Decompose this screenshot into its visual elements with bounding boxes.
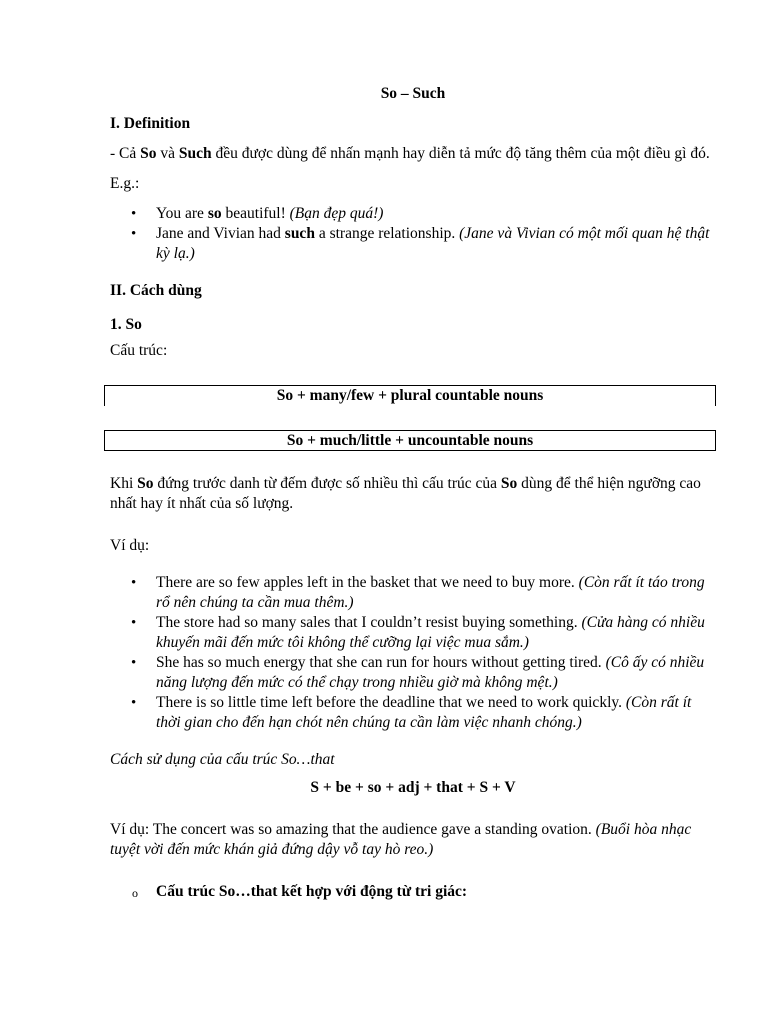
- explain-so-1: So: [137, 475, 154, 492]
- list-item: [110, 882, 716, 902]
- example-en: There is so little time left before the deadline that we need to work quickly.: [156, 694, 626, 711]
- list-item: [110, 653, 716, 693]
- perception-verbs-heading: Cấu trúc So…that kết hợp với động từ tri giác:: [156, 883, 468, 900]
- list-item: [110, 204, 716, 224]
- example-en: Jane and Vivian had: [156, 225, 285, 242]
- example-en: You are: [156, 205, 208, 222]
- example-keyword: so: [207, 205, 222, 222]
- section-heading-usage: II. Cách dùng: [110, 282, 202, 299]
- structure-label: Cấu trúc:: [110, 342, 168, 359]
- definition-paragraph: [110, 144, 716, 164]
- page-title: So – Such: [380, 85, 446, 102]
- example-translation: (Bạn đẹp quá!): [289, 205, 384, 222]
- def-post: đều được dùng để nhấn mạnh hay diễn tả mức độ tăng thêm của một điều gì đó.: [211, 145, 710, 162]
- def-mid: và: [156, 145, 179, 162]
- example-en: There are so few apples left in the basket that we need to buy more.: [156, 574, 579, 591]
- section-heading-definition: I. Definition: [110, 115, 191, 132]
- example-keyword: such: [284, 225, 315, 242]
- formula-box-uncountable: So + much/little + uncountable nouns: [104, 430, 716, 451]
- example-translation: (Còn rất ít thời gian cho đến hạn chót nên chúng ta cần làm việc nhanh chóng.): [156, 694, 692, 731]
- example-translation: (Cửa hàng có nhiều khuyến mãi đến mức tôi không thể cưỡng lại việc mua sắm.): [156, 614, 705, 651]
- example-en: She has so much energy that she can run for hours without getting tired.: [156, 654, 606, 671]
- example-translation: (Jane và Vivian có một mối quan hệ thật kỳ lạ.): [156, 225, 710, 262]
- example-translation: (Còn rất ít táo trong rổ nên chúng ta cần mua thêm.): [156, 574, 705, 611]
- perception-verbs-list: [110, 882, 716, 902]
- formula-box-countable: So + many/few + plural countable nouns: [104, 385, 716, 406]
- eg-label: E.g.:: [110, 175, 140, 192]
- explain-so-2: So: [500, 475, 518, 492]
- example-en-rest: a strange relationship.: [314, 225, 460, 242]
- usage-heading-text: Cách sử dụng của cấu trúc So…that: [110, 751, 335, 768]
- list-item: [110, 573, 716, 613]
- list-item: [110, 693, 716, 733]
- explain-mid: đứng trước danh từ đếm được số nhiều thì cấu trúc của: [153, 475, 501, 492]
- explanation-paragraph: [110, 474, 716, 514]
- usage-heading: [110, 750, 716, 770]
- explain-post: dùng để thể hiện ngưỡng cao nhất hay ít nhất của số lượng.: [110, 475, 701, 512]
- def-so: So: [140, 145, 157, 162]
- vidu-label: Ví dụ:: [110, 537, 150, 554]
- list-item: [110, 613, 716, 653]
- so-that-example-translation: (Buổi hòa nhạc tuyệt vời đến mức khán giả đứng dậy vỗ tay hò reo.): [110, 821, 692, 858]
- subsection-heading-so: 1. So: [110, 316, 142, 333]
- def-such: Such: [178, 145, 212, 162]
- definition-example-list: [110, 204, 716, 264]
- so-that-example-en: Ví dụ: The concert was so amazing that the audience gave a standing ovation.: [110, 821, 596, 838]
- example-en: The store had so many sales that I couldn’t resist buying something.: [156, 614, 582, 631]
- so-that-example: [110, 820, 716, 860]
- example-en-rest: beautiful!: [221, 205, 290, 222]
- so-example-list: [110, 573, 716, 733]
- explain-pre: Khi: [110, 475, 138, 492]
- example-translation: (Cô ấy có nhiều năng lượng đến mức có thể chạy trong nhiều giờ mà không mệt.): [156, 654, 705, 691]
- formula-so-that: S + be + so + adj + that + S + V: [310, 779, 516, 796]
- def-pre: - Cả: [110, 145, 141, 162]
- list-item: [110, 224, 716, 264]
- document-page: [110, 84, 716, 902]
